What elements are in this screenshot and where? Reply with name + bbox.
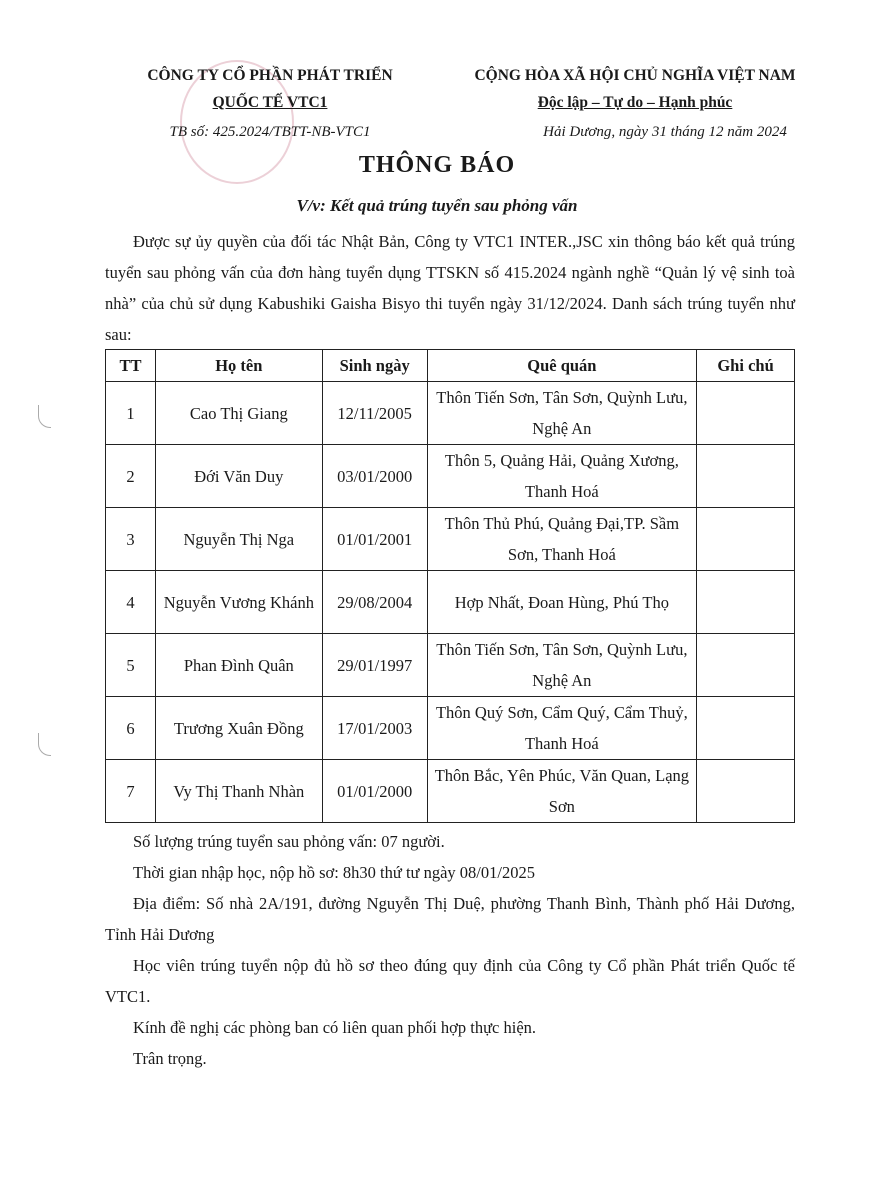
cell-tt: 4 xyxy=(106,571,156,634)
col-header-birth: Sinh ngày xyxy=(322,350,427,382)
cell-name: Cao Thị Giang xyxy=(155,382,322,445)
table-header-row xyxy=(106,350,795,382)
reference-number: TB số: 425.2024/TBTT-NB-VTC1 xyxy=(169,124,371,140)
table-row xyxy=(106,508,795,571)
scan-mark xyxy=(38,405,51,428)
scan-mark xyxy=(38,733,51,756)
cell-note xyxy=(697,508,795,571)
cell-note xyxy=(697,571,795,634)
cell-birth: 03/01/2000 xyxy=(322,445,427,508)
col-header-hometown: Quê quán xyxy=(427,350,696,382)
cell-note xyxy=(697,634,795,697)
closing-request: Kính đề nghị các phòng ban có liên quan phối hợp thực hiện. xyxy=(133,1018,537,1037)
national-header xyxy=(440,62,830,116)
cell-hometown: Thôn Tiến Sơn, Tân Sơn, Quỳnh Lưu, Nghệ An xyxy=(427,634,696,697)
cell-birth: 29/01/1997 xyxy=(322,634,427,697)
table-row xyxy=(106,760,795,823)
cell-tt: 1 xyxy=(106,382,156,445)
intro-paragraph: Được sự ủy quyền của đối tác Nhật Bản, Công ty VTC1 INTER.,JSC xin thông báo kết quả trúng tuyển sau phỏng vấn của đơn hàng tuyển dụng TTSKN số 415.2024 ngành nghề “Quản lý vệ sinh toà nhà” của chủ sử dụng Kabushiki Gaisha Bisyo thi tuyển ngày 31/12/2024. Danh sách trúng tuyển như sau: xyxy=(105,232,795,344)
cell-birth: 01/01/2000 xyxy=(322,760,427,823)
cell-note xyxy=(697,382,795,445)
cell-tt: 7 xyxy=(106,760,156,823)
cell-hometown: Thôn 5, Quảng Hải, Quảng Xương, Thanh Hoá xyxy=(427,445,696,508)
closing-regards: Trân trọng. xyxy=(133,1049,207,1068)
cell-name: Nguyễn Vương Khánh xyxy=(155,571,322,634)
cell-name: Phan Đình Quân xyxy=(155,634,322,697)
closing-time: Thời gian nhập học, nộp hồ sơ: 8h30 thứ tư ngày 08/01/2025 xyxy=(133,863,535,882)
table-row xyxy=(106,445,795,508)
company-header xyxy=(120,62,420,116)
table-row xyxy=(106,634,795,697)
cell-tt: 5 xyxy=(106,634,156,697)
intro-block xyxy=(105,226,795,350)
document-subject: V/v: Kết quả trúng tuyển sau phỏng vấn xyxy=(296,196,578,215)
cell-birth: 01/01/2001 xyxy=(322,508,427,571)
table-row xyxy=(106,697,795,760)
closing-location: Địa điểm: Số nhà 2A/191, đường Nguyễn Thị Duệ, phường Thanh Bình, Thành phố Hải Dương, Tỉnh Hải Dương xyxy=(105,894,795,944)
cell-hometown: Hợp Nhất, Đoan Hùng, Phú Thọ xyxy=(427,571,696,634)
national-title: CỘNG HÒA XÃ HỘI CHỦ NGHĨA VIỆT NAM xyxy=(474,67,796,84)
cell-name: Đới Văn Duy xyxy=(155,445,322,508)
candidate-table xyxy=(105,349,795,823)
cell-name: Vy Thị Thanh Nhàn xyxy=(155,760,322,823)
col-header-note: Ghi chú xyxy=(697,350,795,382)
cell-hometown: Thôn Quý Sơn, Cẩm Quý, Cẩm Thuỷ, Thanh Hoá xyxy=(427,697,696,760)
cell-note xyxy=(697,445,795,508)
table-row xyxy=(106,382,795,445)
cell-hometown: Thôn Bắc, Yên Phúc, Văn Quan, Lạng Sơn xyxy=(427,760,696,823)
cell-note xyxy=(697,697,795,760)
document-date: Hải Dương, ngày 31 tháng 12 năm 2024 xyxy=(543,124,787,140)
cell-hometown: Thôn Thủ Phú, Quảng Đại,TP. Sầm Sơn, Thanh Hoá xyxy=(427,508,696,571)
national-motto: Độc lập – Tự do – Hạnh phúc xyxy=(537,94,733,111)
closing-block xyxy=(105,826,795,1074)
cell-name: Nguyễn Thị Nga xyxy=(155,508,322,571)
cell-name: Trương Xuân Đồng xyxy=(155,697,322,760)
col-header-name: Họ tên xyxy=(155,350,322,382)
cell-tt: 2 xyxy=(106,445,156,508)
cell-tt: 6 xyxy=(106,697,156,760)
col-header-tt: TT xyxy=(106,350,156,382)
cell-birth: 29/08/2004 xyxy=(322,571,427,634)
company-name-line2: QUỐC TẾ VTC1 xyxy=(212,94,328,111)
cell-tt: 3 xyxy=(106,508,156,571)
cell-birth: 17/01/2003 xyxy=(322,697,427,760)
cell-birth: 12/11/2005 xyxy=(322,382,427,445)
closing-documents: Học viên trúng tuyển nộp đủ hồ sơ theo đúng quy định của Công ty Cổ phần Phát triển Quốc tế VTC1. xyxy=(105,956,795,1006)
cell-hometown: Thôn Tiến Sơn, Tân Sơn, Quỳnh Lưu, Nghệ An xyxy=(427,382,696,445)
table-row xyxy=(106,571,795,634)
company-name-line1: CÔNG TY CỔ PHẦN PHÁT TRIỂN xyxy=(147,67,393,84)
document-title: THÔNG BÁO xyxy=(358,152,516,178)
cell-note xyxy=(697,760,795,823)
closing-count: Số lượng trúng tuyển sau phỏng vấn: 07 người. xyxy=(133,832,445,851)
